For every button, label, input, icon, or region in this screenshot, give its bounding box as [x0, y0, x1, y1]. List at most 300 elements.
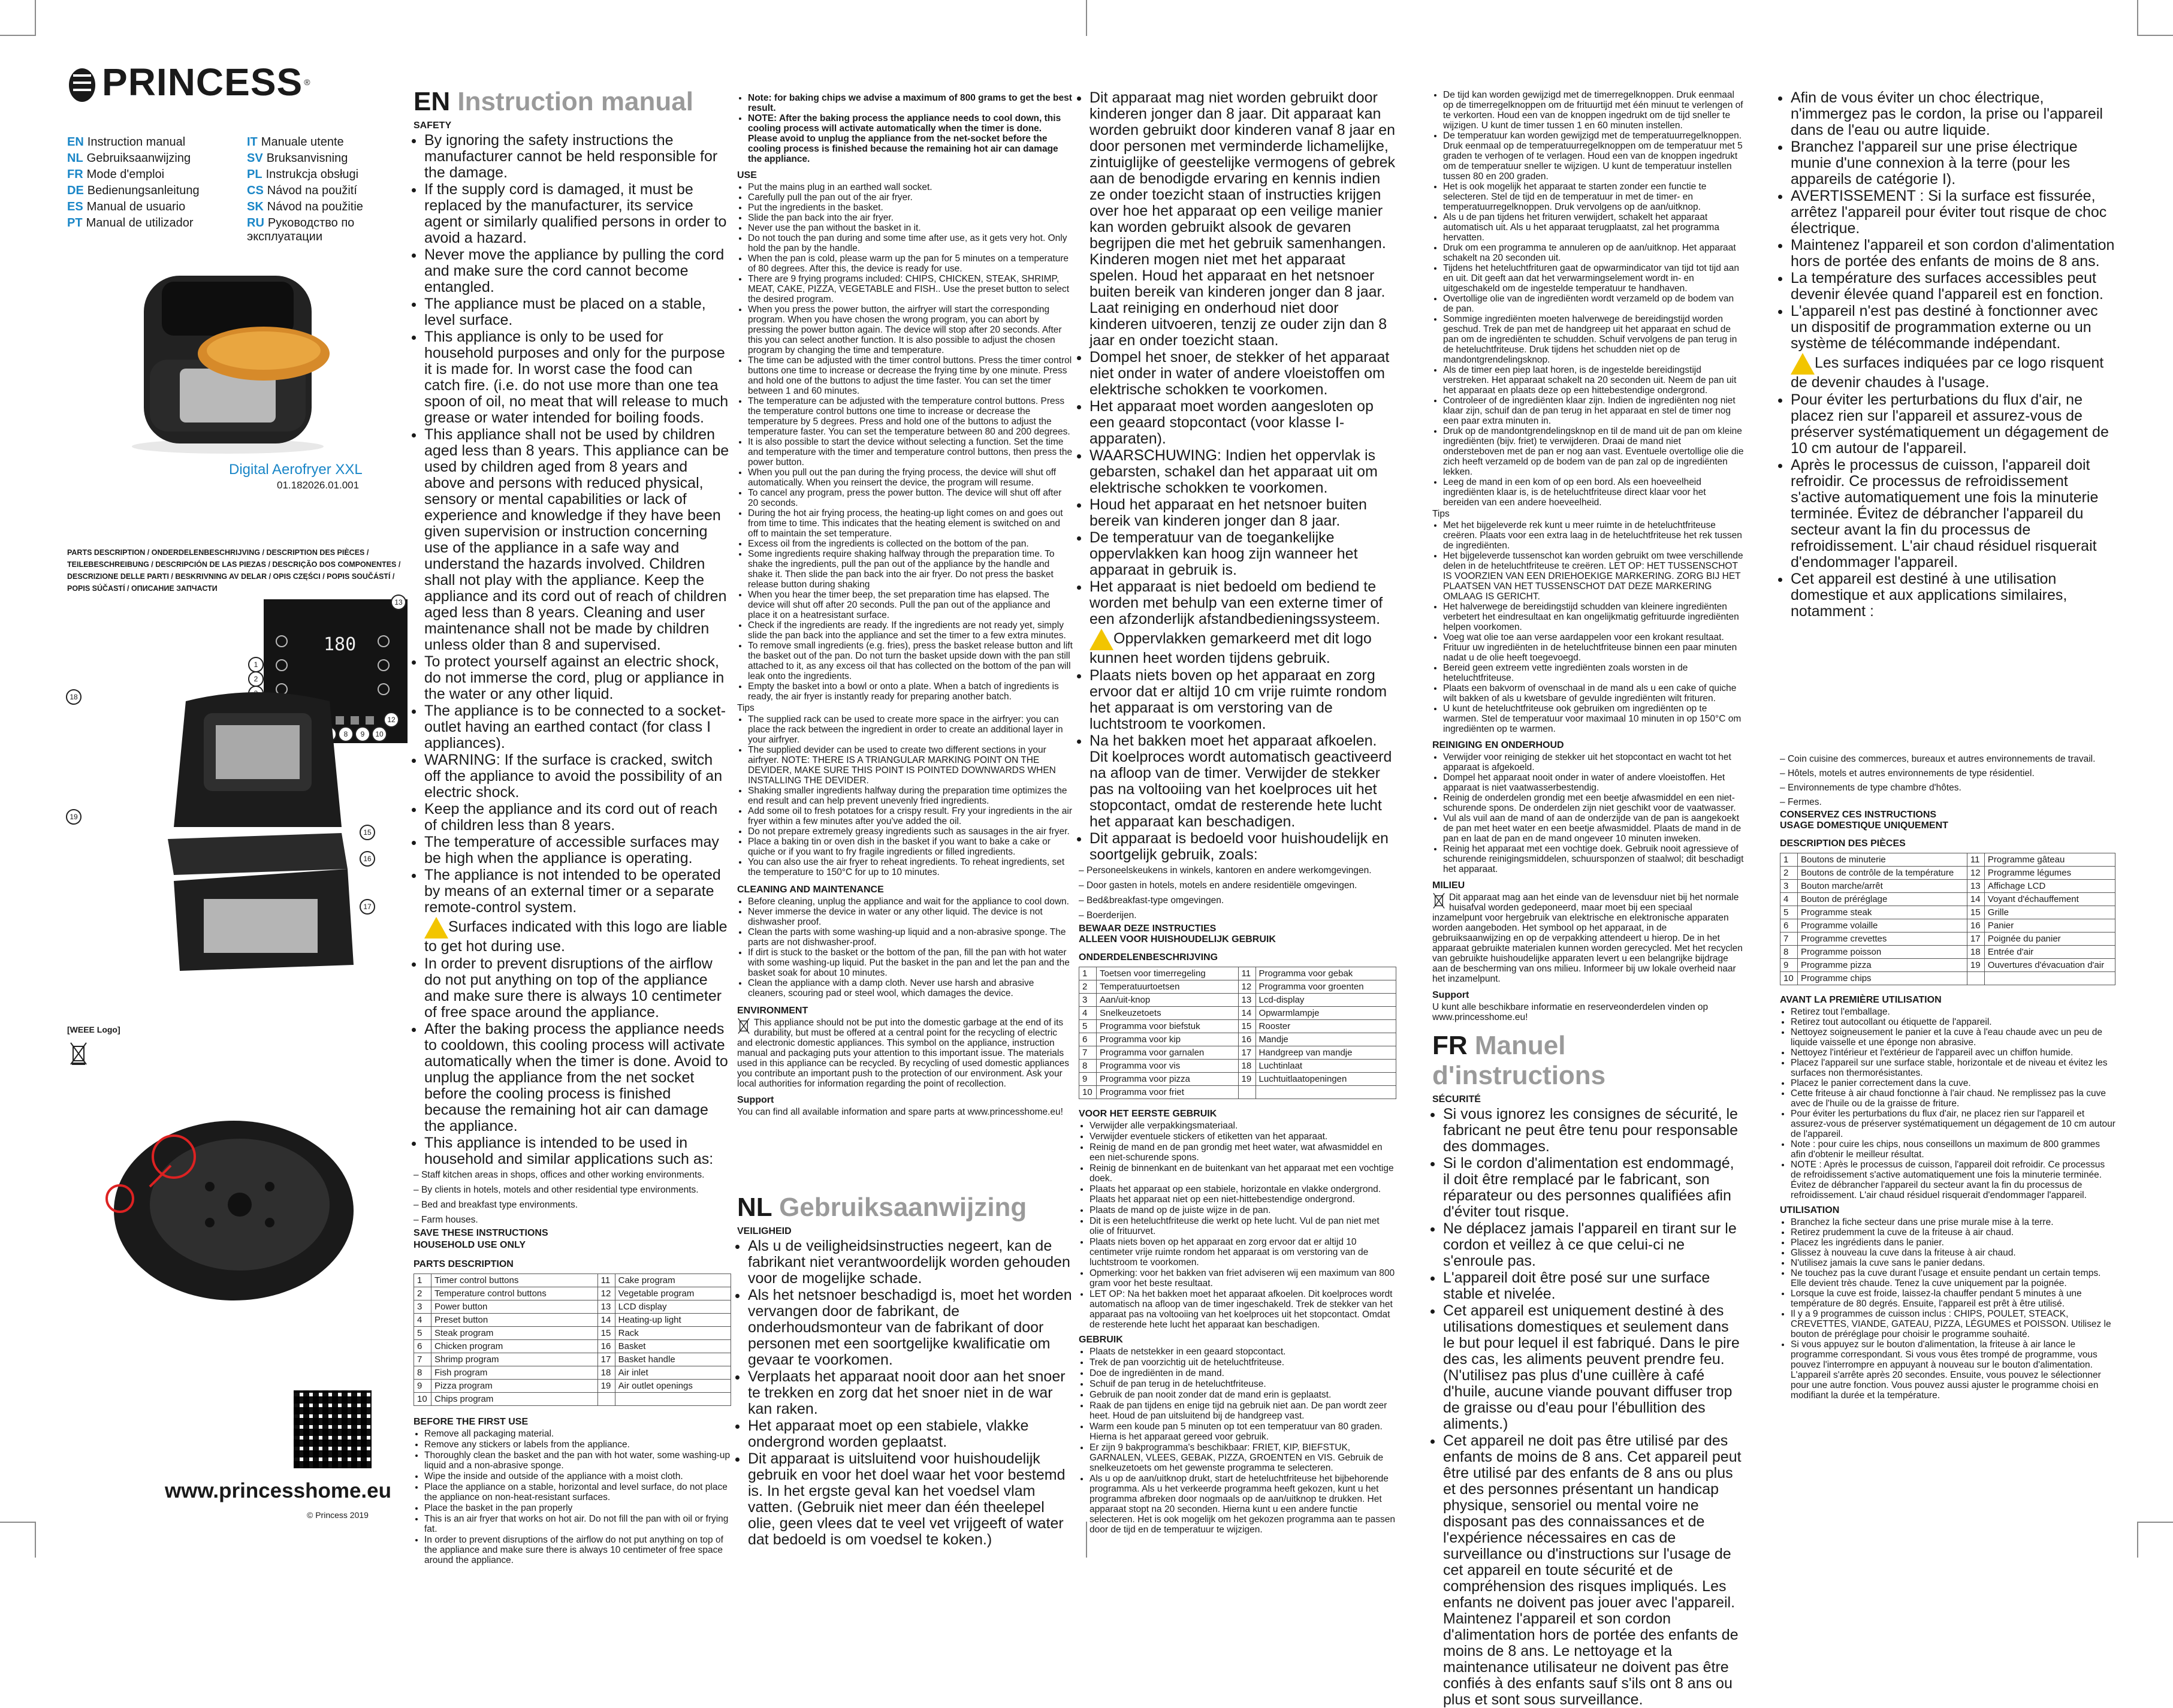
before-use-item: • Verwijder alle verpakkingsmateriaal.	[1089, 1121, 1396, 1131]
before-use-item: • Nettoyez soigneusement le panier et la cuve à l'eau chaude avec un peu de liquide vaisselle et une éponge non abrasive.	[1791, 1027, 2115, 1048]
before-use-item: • Thoroughly clean the basket and the pan with hot water, some washing-up liquid and a non-abrasive sponge.	[424, 1450, 731, 1471]
use-item: • Schuif de pan terug in de heteluchtfriteuse.	[1089, 1379, 1396, 1389]
table-cell: Programme poisson	[1798, 946, 1967, 959]
safety-item: • WAARSCHUWING: Indien het oppervlak is gebarsten, schakel dan het apparaat uit om elektrische schokken te voorkomen.	[1089, 448, 1396, 496]
en-section-title: EN Instruction manual	[414, 87, 693, 116]
table-cell: Programma voor pizza	[1097, 1073, 1239, 1086]
table-cell: 12	[1238, 980, 1255, 994]
fr-hot-surface: Les surfaces indiquées par ce logo risquent de devenir chaudes à l'usage.	[1791, 353, 2115, 391]
table-row	[1079, 1060, 1396, 1073]
nl-before-title: VOOR HET EERSTE GEBRUIK	[1079, 1109, 1217, 1119]
before-use-item: • Retirez tout autocollant ou étiquette de l'appareil.	[1791, 1017, 2115, 1027]
table-cell: 17	[597, 1353, 615, 1366]
table-cell: 2	[1079, 980, 1097, 994]
table-cell: 3	[1079, 994, 1097, 1007]
table-cell: Fish program	[431, 1366, 598, 1380]
nl-hot-surface: Oppervlakken gemarkeerd met dit logo kunnen heet worden tijdens gebruik.	[1089, 629, 1396, 666]
table-cell: 19	[1967, 959, 1984, 972]
brand-logo: PRINCESS ®	[67, 60, 310, 104]
en-clean-list	[737, 897, 1073, 998]
cleaning-item: • Dompel het apparaat nooit onder in water of andere vloeistoffen. Het apparaat is niet vaatwasserbestendig.	[1443, 772, 1744, 793]
nl-save: BEWAAR DEZE INSTRUCTIES	[1079, 924, 1217, 934]
en-support-text: You can find all available information and spare parts at www.princesshome.eu!	[737, 1107, 1063, 1117]
language-item: RU Руководство по эксплуатации	[247, 216, 355, 243]
safety-item: • This appliance is only to be used for household purposes and only for the purpose it is made for. In worst case the food can catch fire. (i.e. do not use more than one tea spoon of oil, no meat that will release to much grease or water intended for boiling foods.	[424, 329, 731, 426]
use-item: • Carefully pull the pan out of the air fryer.	[748, 192, 1073, 203]
language-item: DE Bedienungsanleitung	[67, 184, 200, 197]
use-item: • Als u de pan tijdens het frituren verwijdert, schakelt het apparaat automatisch uit. Als u het apparaat terugplaatst, zal het programma hervatten.	[1443, 212, 1744, 243]
use-item: • De tijd kan worden gewijzigd met de timerregelknoppen. Druk eenmaal op de timerregelknoppen om de frituurtijd met één minuut te verlengen of te verkorten. Houd een van de knoppen ingedrukt om de tijd sneller te wijzigen. U kunt de timer tussen 1 en 60 minuten instellen.	[1443, 90, 1744, 131]
nl-tips-list	[1432, 520, 1744, 734]
table-cell: Luchtinlaat	[1255, 1060, 1396, 1073]
table-cell: 4	[414, 1314, 431, 1327]
basket-photo	[102, 1109, 366, 1306]
table-cell: 6	[414, 1340, 431, 1353]
table-row	[414, 1366, 731, 1380]
table-row	[1079, 1086, 1396, 1099]
table-row	[414, 1327, 731, 1340]
en-tips-title: Tips	[737, 703, 754, 713]
tip-item: • The supplied devider can be used to create two different sections in your airfryer. NOTE: THERE IS A TRIANGULAR MARKING POINT ON THE DEVIDER, MAKE SURE THIS POINT IS POINTED DOWNWARDS WHEN INSTALLING THE DEVIDER.	[748, 745, 1073, 786]
en-safety-list-2	[414, 956, 731, 1167]
safety-item: • Si le cordon d'alimentation est endommagé, il doit être remplacé par le fabricant, son réparateur ou des personnes qualifiées afin d'éviter tout risque.	[1443, 1155, 1744, 1220]
use-item: • Plaats de netstekker in een geaard stopcontact.	[1089, 1347, 1396, 1357]
use-item: • Slide the pan back into the air fryer.	[748, 213, 1073, 223]
before-use-item: • NOTE : Après le processus de cuisson, l'appareil doit refroidir. Ce processus de refroidissement s'active automatiquement une fois la minuterie terminée. Évitez de débrancher l'appareil du secteur avant la fin du processus de refroidissement. L'air chaud résiduel risquerait d'endommager l'appareil.	[1791, 1160, 2115, 1200]
table-cell: 13	[597, 1300, 615, 1314]
table-cell: Temperature control buttons	[431, 1287, 598, 1300]
table-cell: Handgreep van mandje	[1255, 1046, 1396, 1060]
table-row	[1780, 919, 2115, 933]
use-item: • When the pan is cold, please warm up the pan for 5 minutes on a temperature of 80 degrees. After this, the device is ready for use.	[748, 254, 1073, 274]
nl-column-2	[1079, 89, 1396, 1535]
cleaning-item: • Reinig het apparaat met een vochtige doek. Gebruik nooit agressieve of schurende reinigingsmiddelen, schuursponzen of staalwol; dit beschadigt het apparaat.	[1443, 844, 1744, 874]
table-cell: 18	[597, 1366, 615, 1380]
table-cell: Programma voor gebak	[1255, 967, 1396, 980]
language-item: NL Gebruiksaanwijzing	[67, 152, 191, 165]
use-item: • Ne touchez pas la cuve durant l'usage et ensuite pendant un certain temps. Elle devient très chaude. Tenez la cuve uniquement par la poignée.	[1791, 1268, 2115, 1288]
language-item: SK Návod na použitie	[247, 200, 363, 213]
table-cell: Rooster	[1255, 1020, 1396, 1033]
use-environment-item: – Environnements de type chambre d'hôtes.	[1780, 781, 2115, 795]
table-cell: Pizza program	[431, 1380, 598, 1393]
hot-surface-warning-icon	[1791, 353, 1815, 375]
before-use-item: • Reinig de mand en de pan grondig met heet water, wat afwasmiddel en een niet-schurende spons.	[1089, 1142, 1396, 1163]
use-item: • Do not touch the pan during and some time after use, as it gets very hot. Only hold the pan by the handle.	[748, 233, 1073, 254]
table-row	[1079, 1046, 1396, 1060]
safety-item: • AVERTISSEMENT : Si la surface est fissurée, arrêtez l'appareil pour éviter tout risque de choc électrique.	[1791, 188, 2115, 237]
nl-env-text: Dit apparaat mag aan het einde van de levensduur niet bij het normale huisafval worden gedeponeerd, maar moet bij een speciaal inzamelpunt voor hergebruik van elektrische en elektronische apparaten worden aangeboden. Het symbool op het apparaat, in de gebruiksaanwijzing en op de verpakking attendeert u hierop. De in het apparaat gebruikte materialen kunnen worden gerecycled. Met het recyclen van gebruikte huishoudelijke apparaten levert u een belangrijke bijdrage aan de bescherming van ons milieu. Informeer bij uw lokale overheid naar het inzamelpunt.	[1432, 892, 1743, 984]
table-row	[1079, 994, 1396, 1007]
safety-item: • Dompel het snoer, de stekker of het apparaat niet onder in water of andere vloeistoffen om elektrische schokken te voorkomen.	[1089, 349, 1396, 398]
table-cell: 10	[1780, 972, 1798, 985]
table-cell: Bouton marche/arrêt	[1798, 880, 1967, 893]
en-env-text: This appliance should not be put into the domestic garbage at the end of its durability, but must be offered at a central point for the recycling of electric and electronic domestic appliances. This symbol on the appliance, instruction manual and packaging puts your attention to this important issue. The materials used in this appliance can be recycled. By recycling of used domestic appliances you contribute an important push to the protection of our environment. Ask your local authorities for information regarding the point of recollection.	[737, 1018, 1070, 1089]
language-list	[67, 135, 415, 244]
table-row	[1079, 1020, 1396, 1033]
nl-use-list-b	[1432, 90, 1744, 508]
before-use-item: • Note : pour cuire les chips, nous conseillons un maximum de 800 grammes afin d'obtenir le meilleur résultat.	[1791, 1139, 2115, 1160]
safety-item: • Als het netsnoer beschadigd is, moet het worden vervangen door de fabrikant, de onderhoudsmonteur van de fabrikant of door personen met een soortgelijke kwalificatie om gevaar te voorkomen.	[748, 1287, 1073, 1368]
safety-item: • Dit apparaat mag niet worden gebruikt door kinderen jonger dan 8 jaar. Dit apparaat kan worden gebruikt door kinderen vanaf 8 jaar en door personen met verminderde lichamelijke, zintuiglijke of geestelijke vermogens of gebrek aan de benodigde ervaring en kennis indien ze onder toezicht staan of instructies krijgen over hoe het apparaat op een veilige manier kan worden gebruikt alsook de gevaren begrijpen die met het gebruik samenhangen. Kinderen mogen niet met het apparaat spelen. Houd het apparaat en het netsnoer buiten bereik van kinderen jonger dan 8 jaar. Laat reiniging en onderhoud niet door kinderen uitvoeren, tenzij ze ouder zijn dan 8 jaar en onder toezicht staan.	[1089, 90, 1396, 349]
table-cell	[615, 1393, 731, 1406]
fr-use-title: UTILISATION	[1780, 1205, 1840, 1215]
nl-support-title: Support	[1432, 990, 1469, 1000]
fr-safety-list-a	[1432, 1106, 1744, 1708]
safety-item: • WARNING: If the surface is cracked, switch off the appliance to avoid the possibility of an electric shock.	[424, 752, 731, 801]
table-cell	[1967, 972, 1984, 985]
cleaning-item: • Clean the parts with some washing-up liquid and a non-abrasive sponge. The parts are not dishwasher-proof.	[748, 927, 1073, 947]
use-environment-item: – Door gasten in hotels, motels en andere residentiële omgevingen.	[1079, 879, 1396, 893]
table-cell: Bouton de préréglage	[1798, 893, 1967, 906]
nl-household: ALLEEN VOOR HUISHOUDELIJK GEBRUIK	[1079, 934, 1276, 944]
nl-use-title: GEBRUIK	[1079, 1335, 1123, 1345]
tip-item: • U kunt de heteluchtfriteuse ook gebruiken om ingrediënten op te warmen. Stel de temperatuur voor maximaal 10 minuten in op 150°C om ingrediënten op te warmen.	[1443, 704, 1744, 734]
table-cell: Programme volaille	[1798, 919, 1967, 933]
table-cell: 9	[1780, 959, 1798, 972]
table-cell: 9	[414, 1380, 431, 1393]
nl-parts-title: ONDERDELENBESCHRIJVING	[1079, 952, 1218, 962]
nl-uses-list	[1079, 864, 1396, 923]
tip-item: • Het halverwege de bereidingstijd schudden van kleinere ingrediënten verbetert het eindresultaat en kan ongelijkmatig gefrituurde ingrediënten helpen voorkomen.	[1443, 602, 1744, 632]
safety-item: • In order to prevent disruptions of the airflow do not put anything on top of the appliance and make sure there is always 10 centimeter of free space around the appliance.	[424, 956, 731, 1021]
en-env-title: ENVIRONMENT	[737, 1006, 808, 1016]
fr-section-title: FR Manuel d'instructions	[1432, 1031, 1606, 1090]
table-cell: 16	[597, 1340, 615, 1353]
safety-item: • If the supply cord is damaged, it must be replaced by the manufacturer, its service agent or similarly qualified persons in order to avoid a hazard.	[424, 182, 731, 246]
safety-item: • Na het bakken moet het apparaat afkoelen. Dit koelproces wordt automatisch geactiveerd na afloop van de timer. Verwijder de stekker pas na voltooiing van het koelproces uit het stopcontact, omdat de resterende hete lucht het apparaat kan beschadigen.	[1089, 733, 1396, 830]
en-tips-list	[737, 714, 1073, 877]
table-cell	[597, 1393, 615, 1406]
use-environment-item: – Hôtels, motels et autres environnements de type résidentiel.	[1780, 767, 2115, 781]
table-cell: Lcd-display	[1255, 994, 1396, 1007]
table-cell: 8	[414, 1366, 431, 1380]
use-item: • Controleer of de ingrediënten klaar zijn. Indien de ingrediënten nog niet klaar zijn, schuif dan de pan terug in het apparaat en stel de timer nog een paar extra minuten in.	[1443, 396, 1744, 426]
table-cell: 16	[1238, 1033, 1255, 1046]
table-cell: Ouvertures d'évacuation d'air	[1984, 959, 2115, 972]
princess-crown-icon	[67, 61, 97, 103]
table-cell: Programma voor friet	[1097, 1086, 1239, 1099]
table-cell: Programma voor vis	[1097, 1060, 1239, 1073]
table-cell: Air inlet	[615, 1366, 731, 1380]
table-row	[414, 1274, 731, 1287]
safety-item: • Het apparaat moet worden aangesloten op een geaard stopcontact (voor klasse I-apparaten).	[1089, 399, 1396, 447]
nl-env-title: MILIEU	[1432, 880, 1465, 891]
table-cell: 17	[1967, 933, 1984, 946]
use-item: • Warm een koude pan 5 minuten op tot een temperatuur van 80 graden. Hierna is het apparaat gereed voor gebruik.	[1089, 1422, 1396, 1442]
safety-item: • Cet appareil ne doit pas être utilisé par des enfants de moins de 8 ans. Cet appareil peut être utilisé par des enfants de 8 ans ou plus et des personnes présentant un handicap physique, sensoriel ou mental voire ne disposant pas des connaissances et de l'expérience nécessaires en cas de surveillance ou d'instructions sur l'usage de cet appareil en toute sécurité et de compréhension des risques impliqués. Les enfants ne doivent pas jouer avec l'appareil. Maintenez l'appareil et son cordon d'alimentation hors de portée des enfants de moins de 8 ans. Le nettoyage et la maintenance utilisateur ne doivent pas être confiés à des enfants sauf s'ils ont 8 ans ou plus et sont sous surveillance.	[1443, 1433, 1744, 1708]
table-cell: 14	[1238, 1007, 1255, 1020]
safety-item: • Never move the appliance by pulling the cord and make sure the cord cannot become entangled.	[424, 247, 731, 295]
table-cell: Rack	[615, 1327, 731, 1340]
before-use-item: • In order to prevent disruptions of the airflow do not put anything on top of the appliance and make sure there is always 10 centimeter of free space around the appliance.	[424, 1535, 731, 1565]
use-item: • Check if the ingredients are ready. If the ingredients are not ready yet, simply slide the pan back into the appliance and set the timer to a few extra minutes.	[748, 620, 1073, 641]
use-item: • Put the ingredients in the basket.	[748, 203, 1073, 213]
before-use-item: • Place the appliance on a stable, horizontal and level surface, do not place the appliance on non-heat-resistant surfaces.	[424, 1482, 731, 1502]
safety-item: • De temperatuur van de toegankelijke oppervlakken kan hoog zijn wanneer het apparaat in gebruik is.	[1089, 530, 1396, 578]
fr-parts-title: DESCRIPTION DES PIÈCES	[1780, 838, 1906, 849]
table-cell: Steak program	[431, 1327, 598, 1340]
tip-item: • Het bijgeleverde tussenschot kan worden gebruikt om twee verschillende delen in de heteluchtfriteuse te creëren. LET OP: HET TUSSENSCHOT IS VOORZIEN VAN EEN DRIEHOEKIGE MARKERING. ZORG BIJ HET PLAATSEN VAN HET TUSSENSCHOT DAT DEZE MARKERING OMLAAG IS GERICHT.	[1443, 551, 1744, 602]
nl-support-text: U kunt alle beschikbare informatie en reserveonderdelen vinden op www.princesshome.eu!	[1432, 1002, 1709, 1022]
table-cell: Programma voor biefstuk	[1097, 1020, 1239, 1033]
use-item: • Leeg de mand in een kom of op een bord. Als een hoeveelheid ingrediënten klaar is, is de heteluchtfriteuse direct klaar voor het bereiden van een andere hoeveelheid.	[1443, 477, 1744, 508]
before-use-item: • Placez l'appareil sur une surface stable, horizontale et de niveau et évitez les surfaces non thermorésistantes.	[1791, 1058, 2115, 1078]
use-item: • Glissez à nouveau la cuve dans la friteuse à air chaud.	[1791, 1248, 2115, 1258]
use-item: • Placez les ingrédients dans le panier.	[1791, 1238, 2115, 1248]
qr-code	[294, 1390, 372, 1468]
tip-item: • Add some oil to fresh potatoes for a crispy result. Fry your ingredients in the air fryer within a few minutes after you've added the oil.	[748, 806, 1073, 826]
safety-item: • Het apparaat moet op een stabiele, vlakke ondergrond worden geplaatst.	[748, 1418, 1073, 1450]
table-cell: Opwarmlampje	[1255, 1007, 1396, 1020]
language-item: IT Manuale utente	[247, 135, 344, 149]
table-cell: Programma voor groenten	[1255, 980, 1396, 994]
safety-item: • Verplaats het apparaat nooit door aan het snoer te trekken en zorg dat het snoer niet in de war kan raken.	[748, 1369, 1073, 1417]
table-cell: LCD display	[615, 1300, 731, 1314]
table-cell: Programma voor kip	[1097, 1033, 1239, 1046]
use-item: • During the hot air frying process, the heating-up light comes on and goes out from time to time. This indicates that the heating element is switched on and off to maintain the set temperature.	[748, 508, 1073, 539]
before-use-item: • Pour éviter les perturbations du flux d'air, ne placez rien sur l'appareil et assurez-vous de préserver systématiquement un dégagement de 10 cm autour de l'appareil.	[1791, 1109, 2115, 1139]
table-cell: 16	[1967, 919, 1984, 933]
use-item: • Overtollige olie van de ingrediënten wordt verzameld op de bodem van de pan.	[1443, 294, 1744, 314]
table-cell: Snelkeuzetoets	[1097, 1007, 1239, 1020]
before-use-item: • Remove all packaging material.	[424, 1429, 731, 1439]
before-use-item: • Reinig de binnenkant en de buitenkant van het apparaat met een vochtige doek.	[1089, 1163, 1396, 1184]
before-use-item: • Plaats de mand op de juiste wijze in de pan.	[1089, 1205, 1396, 1215]
safety-item: • The appliance is not intended to be operated by means of an external timer or a separate remote-control system.	[424, 867, 731, 916]
table-cell: 4	[1780, 893, 1798, 906]
use-item: • Some ingredients require shaking halfway through the preparation time. To shake the ingredients, pull the pan out of the appliance by the handle and shake it. Then slide the pan back into the air fryer. Do not press the basket release button during shaking	[748, 549, 1073, 590]
en-use-title: USE	[737, 170, 757, 180]
table-cell: Programme pizza	[1798, 959, 1967, 972]
table-cell: 11	[1238, 967, 1255, 980]
table-cell: 1	[1079, 967, 1097, 980]
nl-section-title: NL Gebruiksaanwijzing	[737, 1193, 1027, 1222]
table-cell: 4	[1079, 1007, 1097, 1020]
use-item: • Tijdens het heteluchtfrituren gaat de opwarmindicator van tijd tot tijd aan en uit. Dit geeft aan dat het verwarmingselement wordt in- en uitgeschakeld om de ingestelde temperatuur te handhaven.	[1443, 263, 1744, 294]
safety-item: • Branchez l'appareil sur une prise électrique munie d'une connexion à la terre (pour les appareils de catégorie I).	[1791, 139, 2115, 188]
before-use-item: • Retirez tout l'emballage.	[1791, 1007, 2115, 1017]
table-cell: 10	[414, 1393, 431, 1406]
nl-column-3	[1432, 90, 1744, 1025]
table-cell: 14	[597, 1314, 615, 1327]
table-cell: 12	[1967, 867, 1984, 880]
table-cell: Toetsen voor timerregeling	[1097, 967, 1239, 980]
nl-safety-list-a	[737, 1238, 1073, 1548]
language-item: PL Instrukcja obsługi	[247, 168, 359, 181]
cleaning-item: • Verwijder voor reiniging de stekker uit het stopcontact en wacht tot het apparaat is afgekoeld.	[1443, 752, 1744, 772]
table-row	[414, 1300, 731, 1314]
safety-item: • Si vous ignorez les consignes de sécurité, le fabricant ne peut être tenu pour responsable des dommages.	[1443, 1106, 1744, 1155]
hot-surface-warning-icon	[1089, 629, 1113, 650]
safety-item: • L'appareil doit être posé sur une surface stable et nivelée.	[1443, 1270, 1744, 1302]
table-cell: Air outlet openings	[615, 1380, 731, 1393]
use-item: • Druk op de mandontgrendelingsknop en til de mand uit de pan om kleine ingrediënten (bijv. friet) te verwijderen. Draai de mand niet ondersteboven met de pan er nog aan vast. Eventuele overtollige olie die zich heeft verzameld op de bodem van de pan zal op de ingrediënten lekken.	[1443, 426, 1744, 477]
cleaning-item: • Vul als vuil aan de mand of aan de onderzijde van de pan is aangekoekt de pan met heet water en een beetje afwasmiddel. Plaats de mand in de pan en laat de pan en de mand ongeveer 10 minuten inweken.	[1443, 813, 1744, 844]
tip-item: • The supplied rack can be used to create more space in the airfryer: you can place the rack between the ingredient in order to create an additional layer in your airfryer.	[748, 714, 1073, 745]
safety-item: • Dit apparaat is uitsluitend voor huishoudelijk gebruik en voor het doel waar het voor bestemd is. In het ergste geval kan het voedsel vlam vatten. (Gebruik niet meer dan één theelepel olie, geen vlees dat te veel vet vrijgeeft of water dat bedoeld is om voedsel te koken.)	[748, 1451, 1073, 1548]
table-cell: Timer control buttons	[431, 1274, 598, 1287]
table-row	[414, 1314, 731, 1327]
nl-before-list	[1079, 1121, 1396, 1330]
table-row	[1780, 972, 2115, 985]
use-item: • Als u op de aan/uitknop drukt, start de heteluchtfriteuse het bijbehorende programma. Als u het verkeerde programma heeft gekozen, kunt u het programma afbreken door nogmaals op de aan/uitknop te drukken. Het apparaat stopt na 20 seconden. Hierna kunt u een andere functie selecteren. Het is ook mogelijk om het gekozen programma aan te passen door de tijd en de temperatuur te wijzigen.	[1089, 1474, 1396, 1535]
table-cell: 15	[1238, 1020, 1255, 1033]
use-item: • Trek de pan voorzichtig uit de heteluchtfriteuse.	[1089, 1357, 1396, 1368]
en-parts-title: PARTS DESCRIPTION	[414, 1259, 514, 1269]
before-use-item: • Wipe the inside and outside of the appliance with a moist cloth.	[424, 1471, 731, 1481]
use-item: • To remove small ingredients (e.g. fries), press the basket release button and lift the basket out of the pan. Do not turn the basket upside down with the pan still attached to it, as any excess oil that has collected on the bottom of the pan will leak onto the ingredients.	[748, 641, 1073, 681]
before-use-item: • Plaats niets boven op het apparaat en zorg ervoor dat er altijd 10 centimeter vrije ruimte rondom het apparaat is om verstoring van de luchtstroom te voorkomen.	[1089, 1237, 1396, 1268]
table-cell	[1984, 972, 2115, 985]
use-item: • Put the mains plug in an earthed wall socket.	[748, 182, 1073, 192]
table-cell: 12	[597, 1287, 615, 1300]
table-cell: 15	[597, 1327, 615, 1340]
cleaning-item: • Before cleaning, unplug the appliance and wait for the appliance to cool down.	[748, 897, 1073, 907]
table-row	[414, 1287, 731, 1300]
use-item: • De temperatuur kan worden gewijzigd met de temperatuurregelknoppen. Druk eenmaal op de temperatuurregelknoppen om de temperatuur met 5 graden te verhogen of te verlagen. Houd een van de knoppen ingedrukt om de temperatuur sneller te wijzigen. U kunt de temperatuur instellen tussen 80 en 200 graden.	[1443, 131, 1744, 182]
fr-parts-table	[1780, 853, 2115, 985]
fr-column-1	[1432, 1031, 1744, 1708]
table-cell: Power button	[431, 1300, 598, 1314]
brand-name: PRINCESS	[102, 61, 303, 104]
before-use-item: • Placez le panier correctement dans la cuve.	[1791, 1078, 2115, 1088]
safety-item: • Keep the appliance and its cord out of reach of children less than 8 years.	[424, 801, 731, 834]
use-item: • Never use the pan without the basket in it.	[748, 223, 1073, 233]
table-cell: 9	[1079, 1073, 1097, 1086]
website-url[interactable]: www.princesshome.eu	[165, 1479, 391, 1502]
safety-item: • Dit apparaat is bedoeld voor huishoudelijk en soortgelijk gebruik, zoals:	[1089, 831, 1396, 863]
table-cell: Aan/uit-knop	[1097, 994, 1239, 1007]
table-row	[414, 1340, 731, 1353]
safety-item: • Cet appareil est uniquement destiné à des utilisations domestiques et seulement dans le but pour lequel il est fabriqué. Dans le pire des cas, les aliments peuvent prendre feu. (N'utilisez pas plus d'une cuillère à café d'huile, aucune viande pouvant diffuser trop de graisse ou d'eau pour l'ébullition des aliments.)	[1443, 1303, 1744, 1432]
before-use-item: • Remove any stickers or labels from the appliance.	[424, 1440, 731, 1450]
safety-item: • To protect yourself against an electric shock, do not immerse the cord, plug or appliance in the water or any other liquid.	[424, 654, 731, 702]
use-item: • Il y a 9 programmes de cuisson inclus : CHIPS, POULET, STEACK, CREVETTES, VIANDE, GATEAU, PIZZA, LÉGUMES et POISSON. Utilisez le bouton de préréglage pour choisir le programme souhaité.	[1791, 1309, 2115, 1339]
airfryer-parts-diagram: 18 19 15 16 17	[150, 689, 366, 977]
table-row	[414, 1393, 731, 1406]
safety-item: • Het apparaat is niet bedoeld om bediend te worden met behulp van een externe timer of een afzonderlijk afstandbedieningssysteem.	[1089, 579, 1396, 627]
table-row	[1780, 880, 2115, 893]
nl-safety-list-b	[1079, 90, 1396, 627]
table-row	[1079, 1033, 1396, 1046]
safety-item: • After the baking process the appliance needs to cooldown, this cooling process will activate automatically when the timer is done. Avoid to unplug the appliance from the net socket before the cooling process is finished because the remaining hot air can damage the appliance.	[424, 1021, 731, 1134]
table-cell: Shrimp program	[431, 1353, 598, 1366]
table-cell: 15	[1967, 906, 1984, 919]
table-cell: 18	[1967, 946, 1984, 959]
use-item: • Raak de pan tijdens en enige tijd na gebruik niet aan. De pan wordt zeer heet. Houd de pan uitsluitend bij de handgreep vast.	[1089, 1401, 1396, 1421]
table-cell: Programme légumes	[1984, 867, 2115, 880]
en-note: • Note: for baking chips we advise a maximum of 800 grams to get the best result.	[748, 93, 1073, 113]
copyright: © Princess 2019	[307, 1510, 369, 1520]
table-row	[1780, 853, 2115, 867]
table-cell: 10	[1079, 1086, 1097, 1099]
table-cell: Grille	[1984, 906, 2115, 919]
table-cell	[1255, 1086, 1396, 1099]
nl-clean-list	[1432, 752, 1744, 874]
tip-item: • Do not prepare extremely greasy ingredients such as sausages in the air fryer.	[748, 826, 1073, 837]
table-cell: 11	[597, 1274, 615, 1287]
table-cell: 5	[1780, 906, 1798, 919]
table-cell: 3	[414, 1300, 431, 1314]
table-cell: Programme steak	[1798, 906, 1967, 919]
table-cell: 13	[1238, 994, 1255, 1007]
use-environment-item: – Bed&breakfast-type omgevingen.	[1079, 894, 1396, 908]
en-clean-title: CLEANING AND MAINTENANCE	[737, 885, 884, 895]
table-cell: Programma voor garnalen	[1097, 1046, 1239, 1060]
table-cell: Heating-up light	[615, 1314, 731, 1327]
table-cell: 8	[1780, 946, 1798, 959]
table-cell: Mandje	[1255, 1033, 1396, 1046]
table-cell: 1	[414, 1274, 431, 1287]
fr-safety-list-2	[1780, 392, 2115, 620]
cleaning-item: • Never immerse the device in water or any other liquid. The device is not dishwasher proof.	[748, 907, 1073, 927]
before-use-item: • Opmerking: voor het bakken van friet adviseren wij een maximum van 800 gram voor het beste resultaat.	[1089, 1268, 1396, 1288]
nl-column-1	[737, 1193, 1073, 1548]
table-cell: Basket handle	[615, 1353, 731, 1366]
use-environment-item: – Boerderijen.	[1079, 909, 1396, 923]
table-cell: Chicken program	[431, 1340, 598, 1353]
safety-item: • Ne déplacez jamais l'appareil en tirant sur le cordon et veillez à ce que celui-ci ne s'enroule pas.	[1443, 1221, 1744, 1269]
table-cell: 8	[1079, 1060, 1097, 1073]
en-safety-list	[414, 132, 731, 916]
language-item: SV Bruksanvisning	[247, 152, 348, 165]
nl-clean-title: REINIGING EN ONDERHOUD	[1432, 740, 1564, 750]
parts-heading: PARTS DESCRIPTION / ONDERDELENBESCHRIJVING / DESCRIPTION DES PIÈCES / TEILEBESCHREIBUNG / DESCRIPCIÓN DE LAS PIEZAS / DESCRIÇÃO DOS COMPONENTES / DESCRIZIONE DELLE PARTI / BESKRIVNING AV DELAR / OPIS CZĘŚCI / POPIS SOUČÁSTÍ / POPIS SÚČASTÍ / ОПИСАНИЕ ЗАПЧАСТИ	[67, 548, 401, 593]
cleaning-item: • Reinig de onderdelen grondig met een beetje afwasmiddel en een niet-schurende spons. De onderdelen zijn niet geschikt voor de vaatwasser.	[1443, 793, 1744, 813]
table-row	[1780, 906, 2115, 919]
en-household-only: HOUSEHOLD USE ONLY	[414, 1240, 526, 1250]
table-cell: 18	[1238, 1060, 1255, 1073]
use-environment-item: – Farm houses.	[414, 1213, 731, 1227]
weee-bin-icon	[70, 1042, 87, 1066]
hot-surface-warning-icon	[424, 917, 448, 939]
safety-item: • Cet appareil est destiné à une utilisation domestique et aux applications similaires, notamment :	[1791, 571, 2115, 620]
before-use-item: • LET OP: Na het bakken moet het apparaat afkoelen. Dit koelproces wordt automatisch na afloop van de timer ingeschakeld. Trek de stekker van het apparaat pas na voltooiing van het koelproces uit het stopcontact. Omdat de resterende hete lucht het apparaat kan beschadigen.	[1089, 1289, 1396, 1330]
safety-item: • This appliance shall not be used by children aged less than 8 years. This appliance can be used by children aged from 8 years and above and persons with reduced physical, sensory or mental capabilities or lack of experience and knowledge if they have been given supervision or instruction concerning use of the appliance in a safe way and understand the hazards involved. Children shall not play with the appliance. Keep the appliance and its cord out of reach of children aged less than 8 years. Cleaning and user maintenance shall not be made by children unless older than 8 and supervised.	[424, 427, 731, 653]
safety-item: • Après le processus de cuisson, l'appareil doit refroidir. Ce processus de refroidissement s'active automatiquement une fois la minuterie terminée. Évitez de débrancher l'appareil du secteur avant la fin du processus de refroidissement. L'air chaud résiduel risquerait d'endommager l'appareil.	[1791, 457, 2115, 571]
product-name: Digital Aerofryer XXL	[229, 461, 363, 478]
table-row	[1780, 959, 2115, 972]
table-row	[1780, 933, 2115, 946]
table-cell: Cake program	[615, 1274, 731, 1287]
table-row	[1079, 1007, 1396, 1020]
nl-use-list-a	[1079, 1347, 1396, 1535]
table-row	[1780, 946, 2115, 959]
use-item: • N'utilisez jamais la cuve sans le panier dedans.	[1791, 1258, 2115, 1268]
before-use-item: • Nettoyez l'intérieur et l'extérieur de l'appareil avec un chiffon humide.	[1791, 1048, 2115, 1058]
table-cell: Boutons de minuterie	[1798, 853, 1967, 867]
tip-item: • Met het bijgeleverde rek kunt u meer ruimte in de heteluchtfriteuse creëren. Plaats voor een extra laag in de heteluchtfriteuse het rek tussen de ingrediënten.	[1443, 520, 1744, 551]
use-item: • Druk om een programma te annuleren op de aan/uitknop. Het apparaat schakelt na 20 seconden uit.	[1443, 243, 1744, 263]
use-item: • Gebruik de pan nooit zonder dat de mand erin is geplaatst.	[1089, 1390, 1396, 1400]
table-row	[1780, 867, 2115, 880]
table-row	[1079, 980, 1396, 994]
safety-item: • The appliance must be placed on a stable, level surface.	[424, 296, 731, 328]
use-environment-item: – Personeelskeukens in winkels, kantoren en andere werkomgevingen.	[1079, 864, 1396, 878]
use-item: • Het is ook mogelijk het apparaat te starten zonder een functie te selecteren. Stel de tijd en de temperatuur in met de timer- en temperatuurregelknoppen. Druk vervolgens op de aan/uitknop.	[1443, 182, 1744, 212]
safety-item: • Plaats niets boven op het apparaat en zorg ervoor dat er altijd 10 cm vrije ruimte rondom het apparaat is om verstoring van de luchtstroom te voorkomen.	[1089, 668, 1396, 732]
table-cell: 7	[414, 1353, 431, 1366]
use-item: • Excess oil from the ingredients is collected on the bottom of the pan.	[748, 539, 1073, 549]
use-item: • Empty the basket into a bowl or onto a plate. When a batch of ingredients is ready, the air fryer is instantly ready for preparing another batch.	[748, 681, 1073, 702]
use-item: • The time can be adjusted with the timer control buttons. Press the timer control buttons one time to increase or decrease the frying time by one minute. Press and hold one of the buttons to adjust the time faster. You can set the timer between 1 and 60 minutes.	[748, 355, 1073, 396]
language-item: FR Mode d'emploi	[67, 168, 165, 181]
language-item: EN Instruction manual	[67, 135, 186, 149]
table-cell: Vegetable program	[615, 1287, 731, 1300]
tip-item: • Place a baking tin or oven dish in the basket if you want to bake a cake or quiche or if you want to fry fragile ingredients or filled ingredients.	[748, 837, 1073, 857]
fr-safety-list-b	[1780, 90, 2115, 352]
